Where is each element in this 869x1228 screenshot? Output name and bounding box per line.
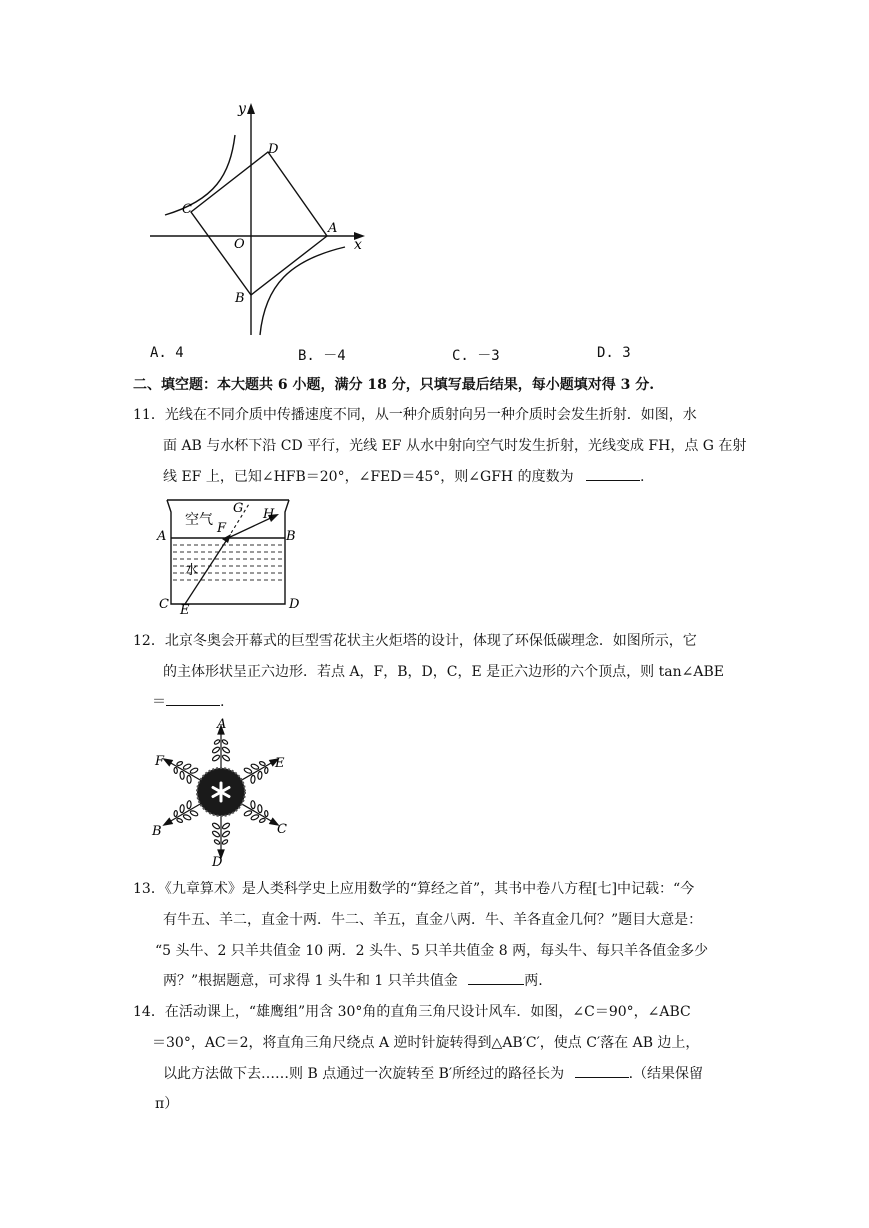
q11-line-3 <box>163 466 645 486</box>
q13-line-4 <box>163 970 543 990</box>
q12-answer-blank[interactable] <box>166 691 220 706</box>
water-label: 水 <box>185 563 199 578</box>
q12-line-3 <box>152 691 224 711</box>
cup-point-c: C <box>159 597 169 612</box>
water-cup-figure <box>155 494 315 616</box>
q11-line-3-end: . <box>640 469 645 485</box>
q12-line-1: 12．北京冬奥会开幕式的巨型雪花状主火炬塔的设计，体现了环保低碳理念．如图所示，它 <box>133 633 697 649</box>
q14-line-2: ＝30°，AC＝2，将直角三角尺绕点 A 逆时针旋转得到△AB′C′，使点 C′落在 AB 边上， <box>152 1035 700 1051</box>
cup-point-b: B <box>286 529 296 544</box>
option-c-letter: C. <box>452 348 469 364</box>
option-b-letter: B. <box>298 348 315 364</box>
snow-point-d: D <box>212 855 223 867</box>
q13-answer-blank[interactable] <box>468 970 524 985</box>
q13-line-4-text: 两？”根据题意，可求得 1 头牛和 1 只羊共值金 <box>163 973 458 989</box>
q13-line-2: 有牛五、羊二，直金十两．牛二、羊五，直金八两．牛、羊各直金几何？”题目大意是： <box>163 912 703 928</box>
q12-line-3-text: ＝ <box>152 694 166 710</box>
option-d <box>597 345 631 361</box>
q11-line-1: 11．光线在不同介质中传播速度不同，从一种介质射向另一种介质时会发生折射．如图，水 <box>133 407 697 423</box>
q14-answer-blank[interactable] <box>575 1063 629 1078</box>
point-d-label: D <box>268 142 279 157</box>
snow-point-f: F <box>155 754 165 769</box>
option-a-letter: A. <box>150 345 167 361</box>
q14-line-3-text: 以此方法做下去……则 B 点通过一次旋转至 B′所经过的路径长为 <box>163 1066 565 1082</box>
q14-line-3 <box>163 1063 703 1083</box>
q11-answer-blank[interactable] <box>586 466 640 481</box>
q13-line-4-end: 两. <box>524 973 543 989</box>
snowflake-figure <box>148 715 298 867</box>
point-a-label: A <box>328 221 338 236</box>
x-label: x <box>354 237 362 253</box>
option-d-value: 3 <box>622 345 631 361</box>
option-b-value: －4 <box>323 348 346 364</box>
q12-line-2: 的主体形状呈正六边形．若点 A，F，B，D，C，E 是正六边形的六个顶点，则 tan∠ABE <box>163 664 724 680</box>
point-b-label: B <box>235 291 245 306</box>
option-d-letter: D. <box>597 345 614 361</box>
q13-line-3: “5 头牛、2 只羊共值金 10 两．2 头牛、5 只羊共值金 8 两，每头牛、每只羊各值金多少 <box>155 943 709 959</box>
cup-point-g: G <box>233 501 244 516</box>
snow-point-c: C <box>277 822 287 837</box>
option-a-value: 4 <box>175 345 184 361</box>
q13-line-1: 13．《九章算术》是人类科学史上应用数学的“算经之首”，其书中卷八方程[七]中记载：“今 <box>133 881 695 897</box>
cup-point-d: D <box>289 597 300 612</box>
option-c <box>452 345 500 365</box>
y-axis-arrow <box>247 103 255 114</box>
hyperbola-lower-right <box>260 247 345 335</box>
section-heading: 二、填空题：本大题共 6 小题，满分 18 分，只填写最后结果，每小题填对得 3 分. <box>133 377 655 393</box>
coordinate-figure <box>140 95 375 340</box>
option-c-value: －3 <box>477 348 500 364</box>
option-a <box>150 345 184 361</box>
q14-line-4: π） <box>155 1096 179 1112</box>
cup-point-f: F <box>217 521 227 536</box>
snow-point-b: B <box>152 824 162 839</box>
q11-line-3-text: 线 EF 上，已知∠HFB＝20°，∠FED＝45°，则∠GFH 的度数为 <box>163 469 574 485</box>
q14-line-1: 14．在活动课上，“雄鹰组”用含 30°角的直角三角尺设计风车．如图，∠C＝90°，∠ABC <box>133 1004 691 1020</box>
cup-point-h: H <box>263 507 275 522</box>
q14-line-3-end: .（结果保留 <box>628 1066 704 1082</box>
q12-line-3-end: . <box>220 694 225 710</box>
q11-line-2: 面 AB 与水杯下沿 CD 平行，光线 EF 从水中射向空气时发生折射，光线变成 FH，点 G 在射 <box>163 438 747 454</box>
y-label: y <box>238 101 246 117</box>
air-label: 空气 <box>185 512 213 528</box>
square-abcd <box>191 152 327 295</box>
origin-label: O <box>234 237 245 252</box>
cup-point-a: A <box>157 529 167 544</box>
cup-point-e: E <box>180 603 190 616</box>
point-c-label: C <box>182 202 192 217</box>
snow-point-e: E <box>275 756 285 771</box>
hyperbola-upper-left <box>165 135 235 215</box>
option-b <box>298 345 346 365</box>
snow-point-a: A <box>217 717 227 732</box>
